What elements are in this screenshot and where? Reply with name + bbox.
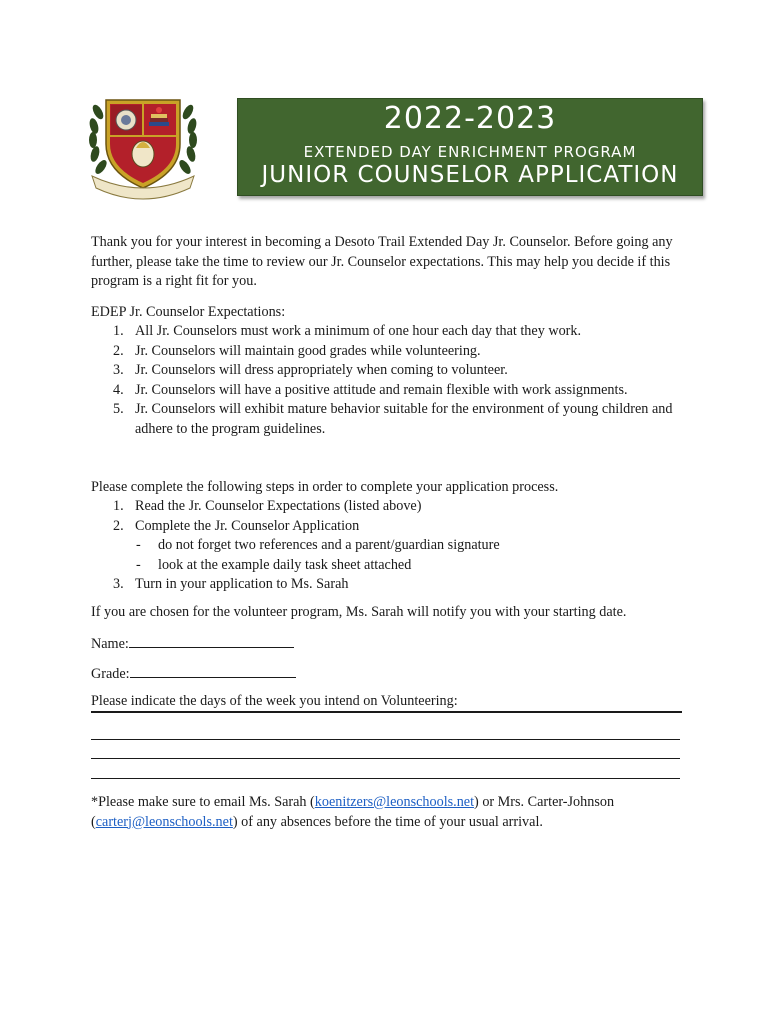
name-label: Name: <box>91 636 129 652</box>
list-item: 5. Jr. Counselors will exhibit mature behavior suitable for the environment of young children and adhere to the program guidelines. <box>113 401 673 437</box>
list-item: 2. Jr. Counselors will maintain good grades while volunteering. <box>113 342 481 359</box>
school-year: 2022-2023 <box>383 101 557 136</box>
days-field-line[interactable] <box>91 758 680 759</box>
email-link-carter-johnson[interactable]: carterj@leonschools.net <box>95 813 233 830</box>
intro-paragraph: Thank you for your interest in becoming a Desoto Trail Extended Day Jr. Counselor. Before going any further, please take the time to review our Jr. Counselor expectations. This may help you decide if this program is a right fit for you. <box>91 234 673 289</box>
expectations-heading: EDEP Jr. Counselor Expectations: <box>91 304 286 320</box>
grade-field[interactable] <box>130 663 296 678</box>
list-item: 3. Jr. Counselors will dress appropriately when coming to volunteer. <box>113 362 508 378</box>
list-item: 1. All Jr. Counselors must work a minimum of one hour each day that they work. <box>113 323 582 339</box>
steps-list <box>91 497 691 595</box>
list-item: 3. Turn in your application to Ms. Sarah <box>113 576 349 592</box>
name-field-row <box>91 633 691 655</box>
steps-heading: Please complete the following steps in order to complete your application process. <box>91 479 559 495</box>
sub-list-item: - look at the example daily task sheet attached <box>136 556 412 573</box>
notify-paragraph: If you are chosen for the volunteer program, Ms. Sarah will notify you with your starting date. <box>91 604 627 620</box>
grade-field-row <box>91 663 691 685</box>
application-title: JUNIOR COUNSELOR APPLICATION <box>261 162 679 188</box>
list-item: 1. Read the Jr. Counselor Expectations (listed above) <box>113 498 422 514</box>
email-link-sarah[interactable]: koenitzers@leonschools.net <box>314 794 475 810</box>
school-crest-logo <box>86 92 200 204</box>
name-field[interactable] <box>129 633 294 648</box>
days-field-line[interactable] <box>91 711 682 713</box>
days-field-line[interactable] <box>91 778 680 779</box>
list-item: 2. Complete the Jr. Counselor Application <box>113 517 360 534</box>
expectations-list <box>91 322 691 439</box>
absence-note: *Please make sure to email Ms. Sarah (koenitzers@leonschools.net) or Mrs. Carter-Johnson (carterj@leonschools.net) of any absences before the time of your usual arrival. <box>91 794 615 830</box>
program-name: EXTENDED DAY ENRICHMENT PROGRAM <box>303 143 637 161</box>
title-banner <box>237 98 703 196</box>
days-field-line[interactable] <box>91 739 680 740</box>
sub-list-item: - do not forget two references and a parent/guardian signature <box>136 537 500 553</box>
grade-label: Grade: <box>91 666 130 682</box>
days-label: Please indicate the days of the week you intend on Volunteering: <box>91 693 458 709</box>
list-item: 4. Jr. Counselors will have a positive attitude and remain flexible with work assignments. <box>113 381 628 398</box>
